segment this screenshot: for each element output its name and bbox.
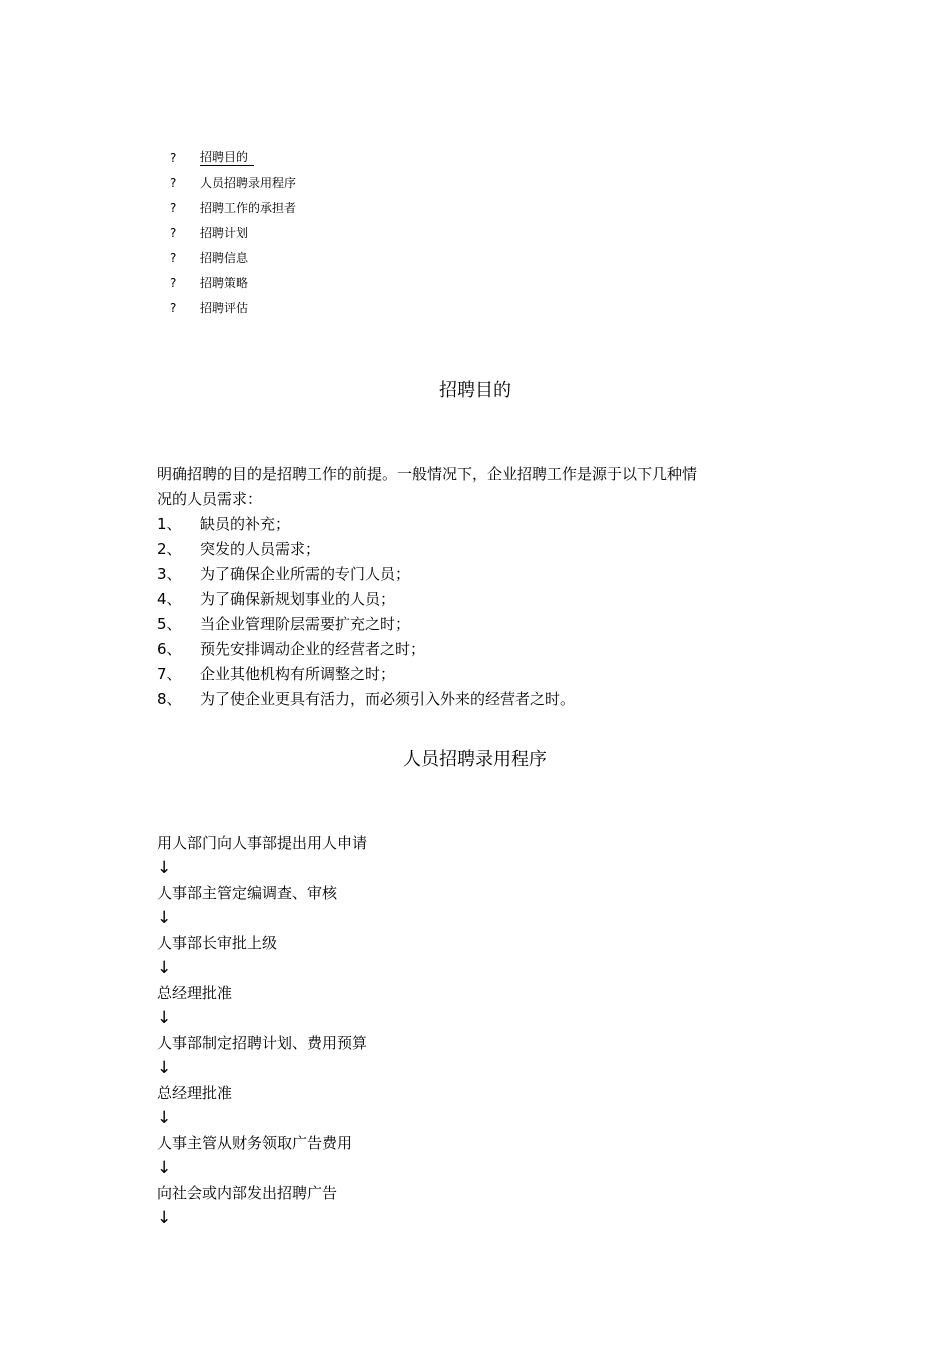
toc-link-responsible[interactable]: 招聘工作的承担者 — [200, 200, 297, 215]
toc-item[interactable] — [170, 195, 296, 220]
flow-step: 用人部门向人事部提出用人申请 — [157, 834, 368, 852]
list-number: 6、 — [157, 640, 182, 658]
down-arrow-icon: ↓ — [157, 1058, 172, 1078]
list-text: 为了确保新规划事业的人员； — [200, 590, 396, 608]
toc-link-procedure[interactable]: 人员招聘录用程序 — [200, 175, 297, 190]
list-item — [157, 637, 575, 662]
toc-link-evaluation[interactable]: 招聘评估 — [200, 300, 249, 315]
list-text: 预先安排调动企业的经营者之时； — [200, 640, 426, 658]
list-text: 为了使企业更具有活力，而必须引入外来的经营者之时。 — [200, 690, 576, 708]
table-of-contents — [170, 145, 296, 320]
toc-item[interactable] — [170, 170, 296, 195]
down-arrow-icon: ↓ — [157, 958, 172, 978]
list-number: 5、 — [157, 615, 182, 633]
list-item — [157, 687, 575, 712]
toc-link-strategy[interactable]: 招聘策略 — [200, 275, 249, 290]
flow-step: 人事部制定招聘计划、费用预算 — [157, 1034, 368, 1052]
list-text: 企业其他机构有所调整之时； — [200, 665, 396, 683]
flow-step: 人事部主管定编调查、审核 — [157, 884, 338, 902]
down-arrow-icon: ↓ — [157, 1008, 172, 1028]
list-item — [157, 562, 575, 587]
flow-step: 人事主管从财务领取广告费用 — [157, 1134, 353, 1152]
toc-marker: ? — [170, 150, 177, 165]
toc-item[interactable] — [170, 245, 296, 270]
toc-item[interactable] — [170, 295, 296, 320]
down-arrow-icon: ↓ — [157, 1208, 172, 1228]
toc-item[interactable] — [170, 220, 296, 245]
intro-paragraph — [157, 462, 757, 512]
toc-marker: ? — [170, 175, 177, 190]
list-number: 8、 — [157, 690, 182, 708]
list-text: 突发的人员需求； — [200, 540, 321, 558]
list-item — [157, 512, 575, 537]
list-text: 为了确保企业所需的专门人员； — [200, 565, 411, 583]
procedure-flow — [157, 831, 367, 1231]
list-item — [157, 612, 575, 637]
list-text: 缺员的补充； — [200, 515, 291, 533]
list-item — [157, 662, 575, 687]
flow-step: 人事部长审批上级 — [157, 934, 278, 952]
down-arrow-icon: ↓ — [157, 1108, 172, 1128]
list-item — [157, 537, 575, 562]
toc-marker: ? — [170, 200, 177, 215]
toc-link-plan[interactable]: 招聘计划 — [200, 225, 249, 240]
list-number: 7、 — [157, 665, 182, 683]
toc-marker: ? — [170, 250, 177, 265]
down-arrow-icon: ↓ — [157, 858, 172, 878]
section-title-procedure: 人员招聘录用程序 — [403, 749, 547, 770]
list-number: 1、 — [157, 515, 182, 533]
list-number: 2、 — [157, 540, 182, 558]
flow-step: 总经理批准 — [157, 984, 233, 1002]
down-arrow-icon: ↓ — [157, 908, 172, 928]
toc-item[interactable] — [170, 145, 296, 170]
toc-marker: ? — [170, 275, 177, 290]
list-number: 3、 — [157, 565, 182, 583]
purpose-list — [157, 512, 575, 712]
toc-marker: ? — [170, 300, 177, 315]
intro-line: 况的人员需求： — [157, 490, 263, 508]
down-arrow-icon: ↓ — [157, 1158, 172, 1178]
intro-line: 明确招聘的目的是招聘工作的前提。一般情况下，企业招聘工作是源于以下几种情 — [157, 465, 698, 483]
toc-item[interactable] — [170, 270, 296, 295]
section-title-purpose: 招聘目的 — [439, 380, 511, 401]
toc-link-purpose[interactable]: 招聘目的 — [200, 149, 254, 166]
toc-marker: ? — [170, 225, 177, 240]
list-text: 当企业管理阶层需要扩充之时； — [200, 615, 411, 633]
list-item — [157, 587, 575, 612]
list-number: 4、 — [157, 590, 182, 608]
flow-step: 总经理批准 — [157, 1084, 233, 1102]
toc-link-info[interactable]: 招聘信息 — [200, 250, 249, 265]
flow-step: 向社会或内部发出招聘广告 — [157, 1184, 338, 1202]
